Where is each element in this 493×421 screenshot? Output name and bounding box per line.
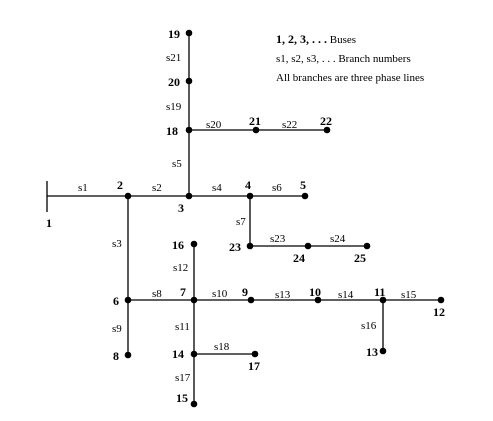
bus-label-23: 23 <box>229 240 241 254</box>
bus-label-5: 5 <box>300 178 306 192</box>
branch-label-s14: s14 <box>338 289 354 301</box>
legend <box>276 32 424 84</box>
bus-label-24: 24 <box>293 251 305 265</box>
branch-label-s11: s11 <box>175 321 190 333</box>
bus-label-16: 16 <box>172 238 184 252</box>
bus-label-3: 3 <box>178 201 184 215</box>
branch-label-s8: s8 <box>152 288 162 300</box>
bus-label-12: 12 <box>433 305 445 319</box>
branch-label-s12: s12 <box>173 262 189 274</box>
branch-label-s2: s2 <box>152 182 162 194</box>
bus-label-21: 21 <box>249 114 261 128</box>
bus-node-19 <box>186 30 193 37</box>
branch-label-s21: s21 <box>166 52 182 64</box>
branch-label-s17: s17 <box>175 372 191 384</box>
branch-label-s1: s1 <box>78 182 88 194</box>
bus-label-10: 10 <box>309 285 321 299</box>
bus-node-18 <box>186 127 193 134</box>
bus-node-14 <box>191 351 198 358</box>
bus-node-9 <box>248 297 255 304</box>
bus-label-25: 25 <box>354 251 366 265</box>
branch-labels <box>78 52 417 384</box>
branch-label-s3: s3 <box>112 238 122 250</box>
legend-branch-numbers: s1, s2, s3, . . . Branch numbers <box>276 53 411 65</box>
bus-node-3 <box>186 193 193 200</box>
branch-label-s4: s4 <box>212 182 222 194</box>
bus-node-5 <box>302 193 309 200</box>
bus-node-7 <box>191 297 198 304</box>
bus-label-13: 13 <box>366 345 378 359</box>
branch-label-s9: s9 <box>112 323 122 335</box>
bus-label-8: 8 <box>113 349 119 363</box>
branch-label-s24: s24 <box>330 233 346 245</box>
bus-node-2 <box>125 193 132 200</box>
branch-label-s6: s6 <box>272 182 282 194</box>
bus-node-15 <box>191 401 198 408</box>
bus-node-13 <box>380 348 387 355</box>
bus-label-19: 19 <box>168 27 180 41</box>
bus-node-8 <box>125 352 132 359</box>
bus-label-20: 20 <box>168 75 180 89</box>
branch-label-s10: s10 <box>212 288 228 300</box>
branch-label-s13: s13 <box>275 289 291 301</box>
bus-label-18: 18 <box>166 124 178 138</box>
branch-label-s23: s23 <box>270 233 286 245</box>
bus-label-22: 22 <box>320 114 332 128</box>
branch-label-s5: s5 <box>172 158 182 170</box>
branch-label-s15: s15 <box>401 289 417 301</box>
legend-buses <box>276 32 356 46</box>
bus-node-20 <box>186 78 193 85</box>
branch-label-s16: s16 <box>361 320 377 332</box>
bus-label-15: 15 <box>176 391 188 405</box>
bus-node-24 <box>305 243 312 250</box>
bus-label-9: 9 <box>242 285 248 299</box>
legend-three-phase-note: All branches are three phase lines <box>276 72 425 84</box>
bus-node-16 <box>191 241 198 248</box>
bus-label-7: 7 <box>180 285 186 299</box>
branch-label-s18: s18 <box>214 341 230 353</box>
bus-node-25 <box>364 243 371 250</box>
bus-label-2: 2 <box>117 178 123 192</box>
bus-label-1: 1 <box>46 216 52 230</box>
bus-node-6 <box>125 297 132 304</box>
branch-label-s19: s19 <box>166 101 182 113</box>
legend-buses-text: Buses <box>327 34 357 46</box>
bus-node-12 <box>438 297 445 304</box>
bus-node-17 <box>252 351 259 358</box>
branch-label-s22: s22 <box>282 119 298 131</box>
bus-label-14: 14 <box>172 347 184 361</box>
bus-label-6: 6 <box>113 294 119 308</box>
bus-label-4: 4 <box>245 178 251 192</box>
bus-label-17: 17 <box>248 359 260 373</box>
bus-node-4 <box>247 193 254 200</box>
branch-label-s20: s20 <box>206 119 222 131</box>
bus-label-11: 11 <box>374 285 386 299</box>
bus-node-23 <box>247 243 254 250</box>
legend-buses-numbers: 1, 2, 3, . . . <box>276 32 327 46</box>
branch-label-s7: s7 <box>236 216 246 228</box>
